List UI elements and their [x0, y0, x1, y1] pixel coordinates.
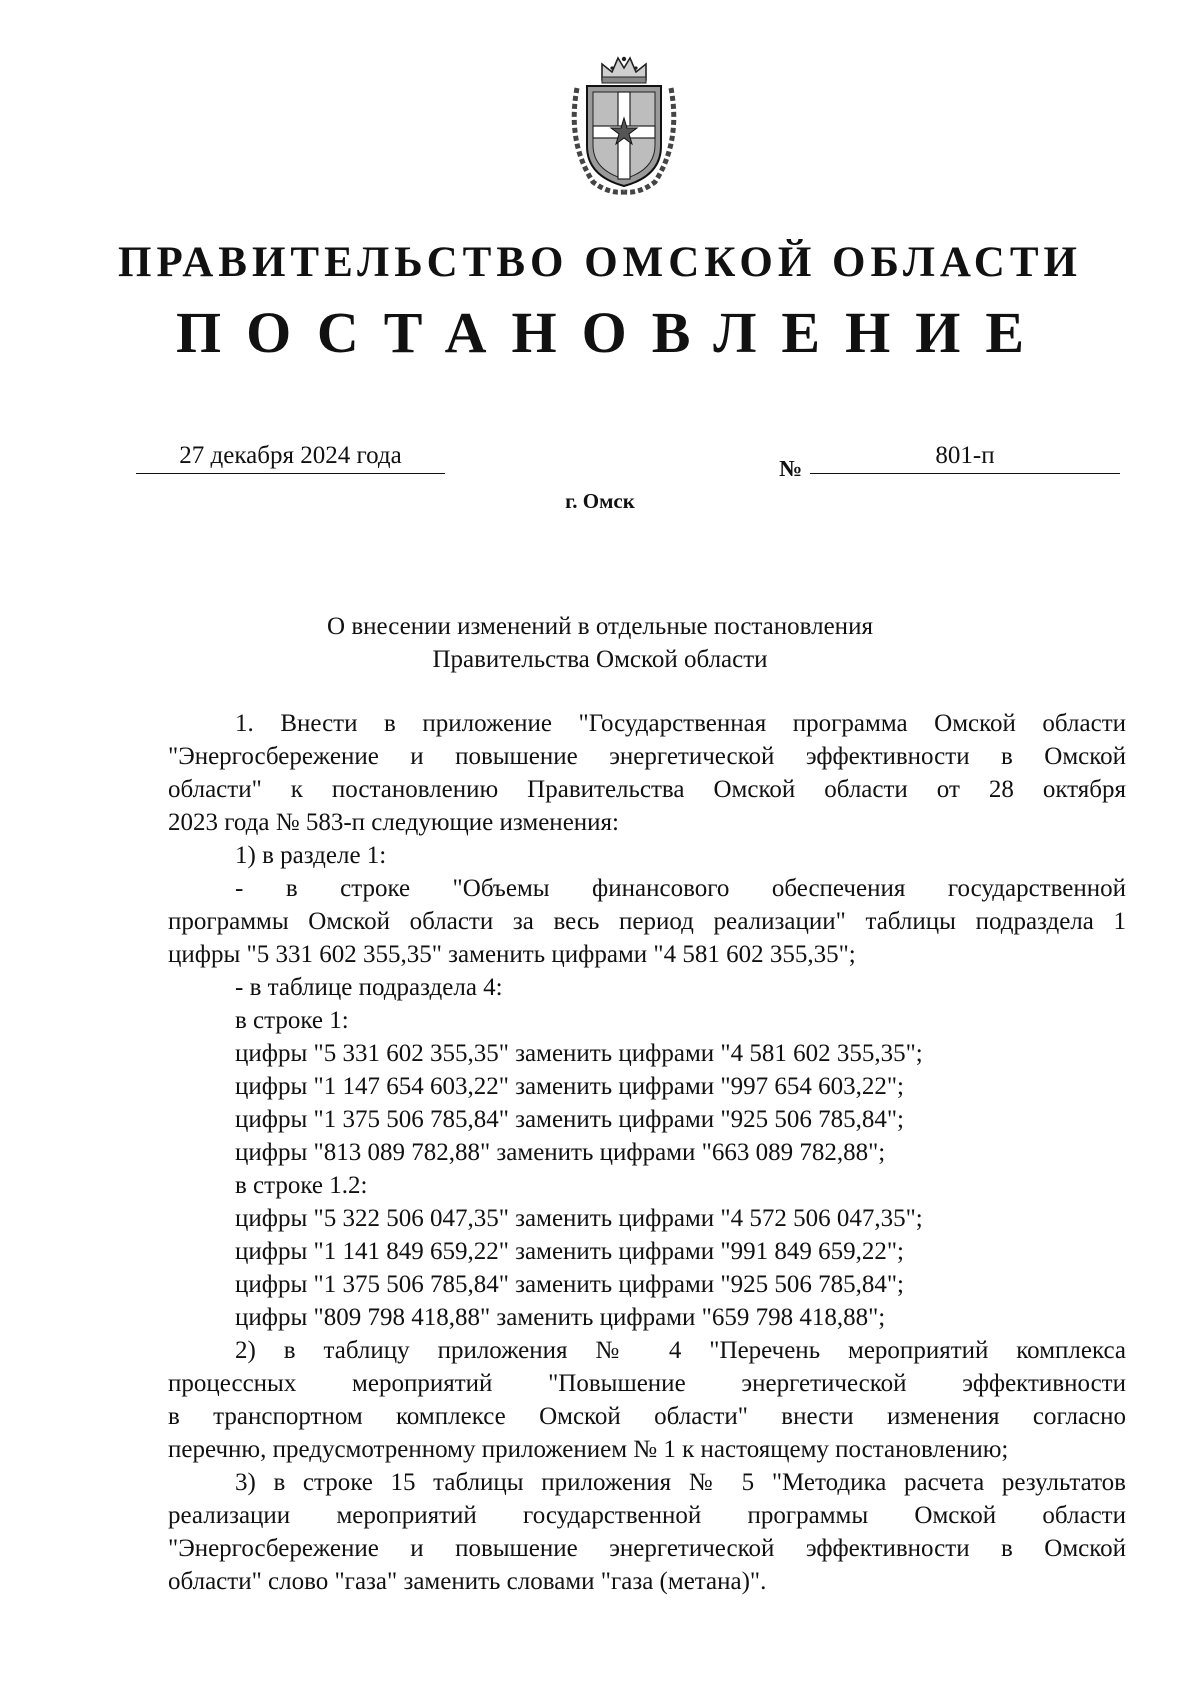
body-line: цифры "1 147 654 603,22" заменить цифрами "997 654 603,22";: [235, 1073, 904, 1100]
body-line: цифры "5 331 602 355,35" заменить цифрами "4 581 602 355,35";: [235, 1040, 923, 1067]
body-line: цифры "809 798 418,88" заменить цифрами "659 798 418,88";: [235, 1304, 886, 1331]
document-subject: [0, 610, 1200, 676]
omsk-oblast-coat-of-arms-icon: [565, 54, 683, 196]
body-line: области" слово "газа" заменить словами "газа (метана)".: [168, 1568, 767, 1595]
body-line: в строке 1.2:: [235, 1172, 368, 1199]
body-line: процессных мероприятий "Повышение энергетической эффективности: [168, 1370, 1126, 1397]
number-sign-label: №: [779, 456, 803, 481]
subject-line: Правительства Омской области: [432, 646, 768, 673]
body-line: 2) в таблицу приложения № 4 "Перечень мероприятий комплекса: [235, 1337, 1126, 1364]
document-date: 27 декабря 2024 года: [136, 441, 445, 474]
subject-line: О внесении изменений в отдельные постановления: [327, 613, 873, 640]
body-line: цифры "1 375 506 785,84" заменить цифрами "925 506 785,84";: [235, 1106, 904, 1133]
body-line: цифры "5 322 506 047,35" заменить цифрами "4 572 506 047,35";: [235, 1205, 923, 1232]
body-line: цифры "813 089 782,88" заменить цифрами "663 089 782,88";: [235, 1139, 886, 1166]
organization-title: ПРАВИТЕЛЬСТВО ОМСКОЙ ОБЛАСТИ: [118, 239, 1082, 286]
document-body: [168, 707, 1126, 1598]
body-line: 1. Внести в приложение "Государственная программа Омской области: [235, 710, 1126, 737]
body-line: реализации мероприятий государственной программы Омской области: [168, 1502, 1126, 1529]
body-line: 1) в разделе 1:: [235, 842, 387, 869]
body-line: - в таблице подраздела 4:: [235, 974, 503, 1001]
body-line: в транспортном комплексе Омской области" внести изменения согласно: [168, 1403, 1126, 1430]
body-line: программы Омской области за весь период реализации" таблицы подраздела 1: [168, 908, 1126, 935]
body-line: 3) в строке 15 таблицы приложения № 5 "Методика расчета результатов: [235, 1469, 1126, 1496]
city-label: г. Омск: [565, 489, 635, 513]
body-line: перечню, предусмотренному приложением № 1 к настоящему постановлению;: [168, 1436, 1009, 1463]
body-line: цифры "5 331 602 355,35" заменить цифрами "4 581 602 355,35";: [168, 941, 856, 968]
body-line: в строке 1:: [235, 1007, 349, 1034]
document-type-title: ПОСТАНОВЛЕНИЕ: [175, 300, 1050, 365]
body-line: цифры "1 141 849 659,22" заменить цифрами "991 849 659,22";: [235, 1238, 904, 1265]
body-line: "Энергосбережение и повышение энергетической эффективности в Омской: [168, 743, 1126, 770]
body-line: области" к постановлению Правительства Омской области от 28 октября: [168, 776, 1126, 803]
body-line: - в строке "Объемы финансового обеспечения государственной: [235, 875, 1126, 902]
document-number: 801-п: [810, 441, 1120, 474]
body-line: "Энергосбережение и повышение энергетической эффективности в Омской: [168, 1535, 1126, 1562]
body-line: цифры "1 375 506 785,84" заменить цифрами "925 506 785,84";: [235, 1271, 904, 1298]
body-line: 2023 года № 583-п следующие изменения:: [168, 809, 619, 836]
